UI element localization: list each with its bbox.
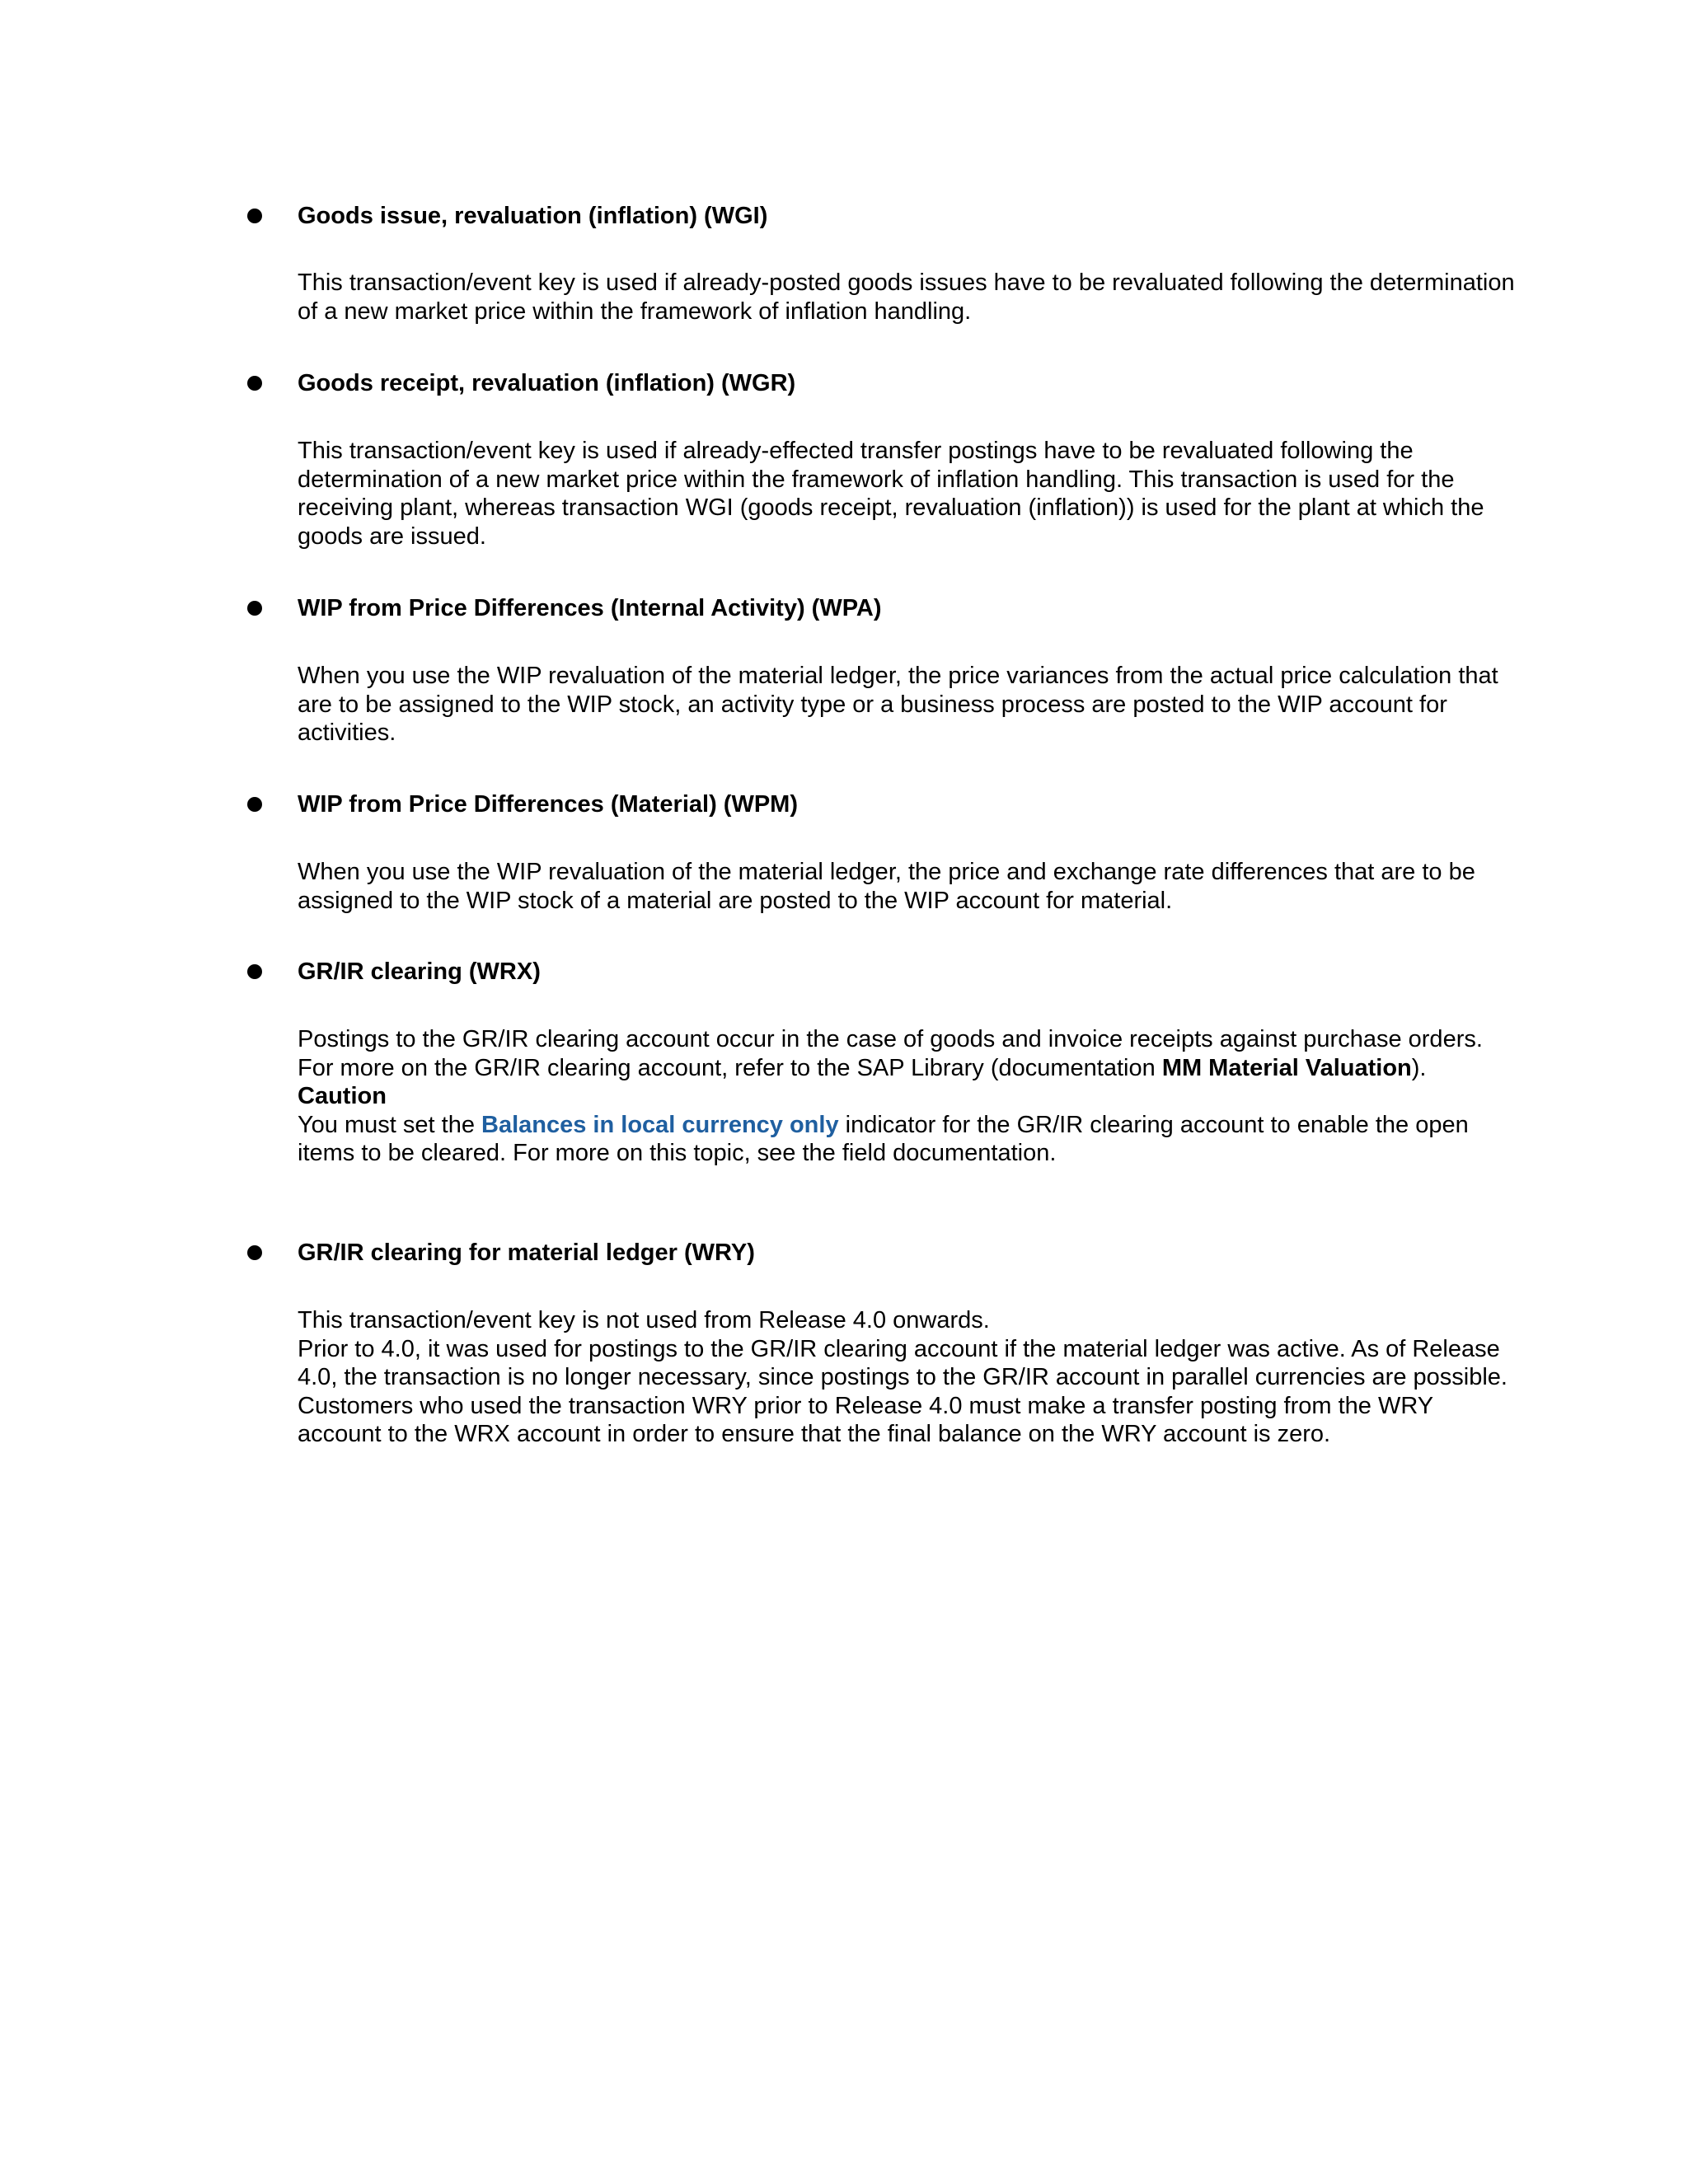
description-text-part: Postings to the GR/IR clearing account occur in the case of goods and invoice receipts against purchase orders. For more on the GR/IR clearing account, refer to the SAP Library (documentation: [298, 1026, 1483, 1081]
caution-text: [298, 1111, 1517, 1168]
item-heading: GR/IR clearing for material ledger (WRY): [298, 1240, 755, 1266]
item-description: [298, 858, 1517, 915]
item-description: [298, 1025, 1517, 1168]
caution-label: Caution: [298, 1083, 387, 1109]
bullet-icon: [247, 209, 262, 223]
item-description: [298, 662, 1517, 748]
description-line: Prior to 4.0, it was used for postings to the GR/IR clearing account if the material ledger was active. As of Release 4.0, the transaction is no longer necessary, since postings to the GR/IR account in parallel currencies are possible.: [298, 1335, 1507, 1390]
item-heading: GR/IR clearing (WRX): [298, 958, 541, 985]
bullet-icon: [247, 601, 262, 616]
description-text: When you use the WIP revaluation of the material ledger, the price and exchange rate differences that are to be assigned to the WIP stock of a material are posted to the WIP account for material.: [298, 859, 1475, 914]
description-text-part: ).: [1411, 1054, 1427, 1081]
item-heading: Goods issue, revaluation (inflation) (WGI): [298, 203, 768, 229]
description-line: This transaction/event key is not used from Release 4.0 onwards.: [298, 1307, 990, 1333]
item-description: [298, 269, 1517, 326]
item-heading: WIP from Price Differences (Material) (WPM): [298, 791, 798, 818]
description-text: This transaction/event key is used if already-effected transfer postings have to be revaluated following the determination of a new market price within the framework of inflation handling. This transaction is used for the receiving plant, whereas transaction WGI (goods receipt, revaluation (inflation)) is used for the plant at which the goods are issued.: [298, 438, 1484, 550]
description-text: When you use the WIP revaluation of the material ledger, the price variances from the actual price calculation that are to be assigned to the WIP stock, an activity type or a business process are posted to the WIP account for activities.: [298, 663, 1498, 746]
description-text: This transaction/event key is used if already-posted goods issues have to be revaluated following the determination of a new market price within the framework of inflation handling.: [298, 269, 1515, 325]
caution-text-part: You must set the: [298, 1111, 482, 1138]
documentation-reference: MM Material Valuation: [1161, 1054, 1412, 1081]
item-description: [298, 1306, 1517, 1449]
bullet-icon: [247, 964, 262, 979]
description-text: [298, 1025, 1517, 1082]
caution-text-part: indicator for the GR/IR clearing account to enable the open items to be cleared. For more on this topic, see the field documentation.: [298, 1111, 1469, 1166]
item-heading: WIP from Price Differences (Internal Activity) (WPA): [298, 595, 882, 621]
field-link[interactable]: Balances in local currency only: [481, 1111, 839, 1138]
item-description: [298, 437, 1517, 551]
description-line: Customers who used the transaction WRY prior to Release 4.0 must make a transfer posting from the WRY account to the WRX account in order to ensure that the final balance on the WRY account is zero.: [298, 1392, 1433, 1447]
bullet-icon: [247, 376, 262, 391]
bullet-icon: [247, 1245, 262, 1260]
bullet-icon: [247, 797, 262, 812]
item-heading: Goods receipt, revaluation (inflation) (WGR): [298, 370, 796, 396]
